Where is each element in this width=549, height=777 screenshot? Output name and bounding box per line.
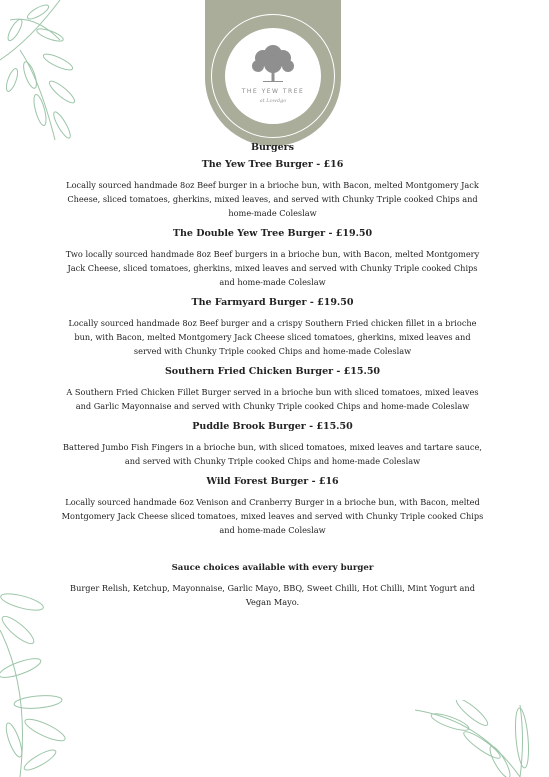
menu-item-description: A Southern Fried Chicken Fillet Burger served in a brioche bun with sliced tomatoes, mixed leaves and Garlic Mayonnaise and served with Chunky Triple cooked Chips and home-made Coleslaw bbox=[66, 387, 479, 411]
menu-item-description: Two locally sourced handmade 8oz Beef burgers in a brioche bun, with Bacon, melted Montgomery Jack Cheese, sliced tomatoes, gherkins, mixed leaves and served with Chunky Triple cooked Chips and home-made Coleslaw bbox=[65, 249, 480, 287]
menu-item-name: Southern Fried Chicken Burger - £15.50 bbox=[164, 366, 381, 377]
menu-item bbox=[60, 159, 485, 220]
menu-item-description: Battered Jumbo Fish Fingers in a brioche bun, with sliced tomatoes, mixed leaves and tartare sauce, and served with Chunky Triple cooked Chips and home-made Coleslaw bbox=[63, 442, 482, 466]
tree-icon bbox=[249, 42, 297, 86]
menu-item bbox=[60, 421, 485, 468]
menu-item-description: Locally sourced handmade 8oz Beef burger in a brioche bun, with Bacon, melted Montgomery Jack Cheese, sliced tomatoes, gherkins, mixed leaves, and served with Chunky Triple cooked Chips and home-made Coleslaw bbox=[66, 180, 479, 218]
menu-item-name: Puddle Brook Burger - £15.50 bbox=[192, 421, 353, 432]
sauce-heading: Sauce choices available with every burger bbox=[171, 563, 374, 573]
sauce-list: Burger Relish, Ketchup, Mayonnaise, Garlic Mayo, BBQ, Sweet Chilli, Hot Chilli, Mint Yogurt and Vegan Mayo. bbox=[70, 583, 475, 607]
menu-item-description: Locally sourced handmade 8oz Beef burger and a crispy Southern Fried chicken fillet in a brioche bun, with Bacon, melted Montgomery Jack Cheese sliced tomatoes, gherkins, mixed leaves and served with Chunky Triple cooked Chips and home-made Coleslaw bbox=[68, 318, 477, 356]
leaf-decoration-bottom-right-icon bbox=[410, 700, 549, 777]
menu-item-description: Locally sourced handmade 6oz Venison and Cranberry Burger in a brioche bun, with Bacon, melted Montgomery Jack Cheese sliced tomatoes, mixed leaves and served with Chunky Triple cooked Chips and home-made Coleslaw bbox=[61, 497, 484, 535]
menu-item-name: The Yew Tree Burger - £16 bbox=[201, 159, 344, 170]
logo-subtitle: at Lowdgo bbox=[259, 98, 287, 104]
menu-item-name: Wild Forest Burger - £16 bbox=[206, 476, 339, 487]
logo-wordmark: THE YEW TREE bbox=[241, 88, 305, 95]
burger-menu bbox=[60, 142, 485, 609]
menu-item-name: The Double Yew Tree Burger - £19.50 bbox=[172, 228, 373, 239]
leaf-decoration-top-left-icon bbox=[0, 0, 95, 150]
menu-item bbox=[60, 297, 485, 358]
menu-item-name: The Farmyard Burger - £19.50 bbox=[191, 297, 354, 308]
section-title: Burgers bbox=[251, 142, 294, 153]
menu-item bbox=[60, 228, 485, 289]
menu-item bbox=[60, 476, 485, 537]
menu-item bbox=[60, 366, 485, 413]
leaf-decoration-bottom-left-icon bbox=[0, 590, 90, 777]
